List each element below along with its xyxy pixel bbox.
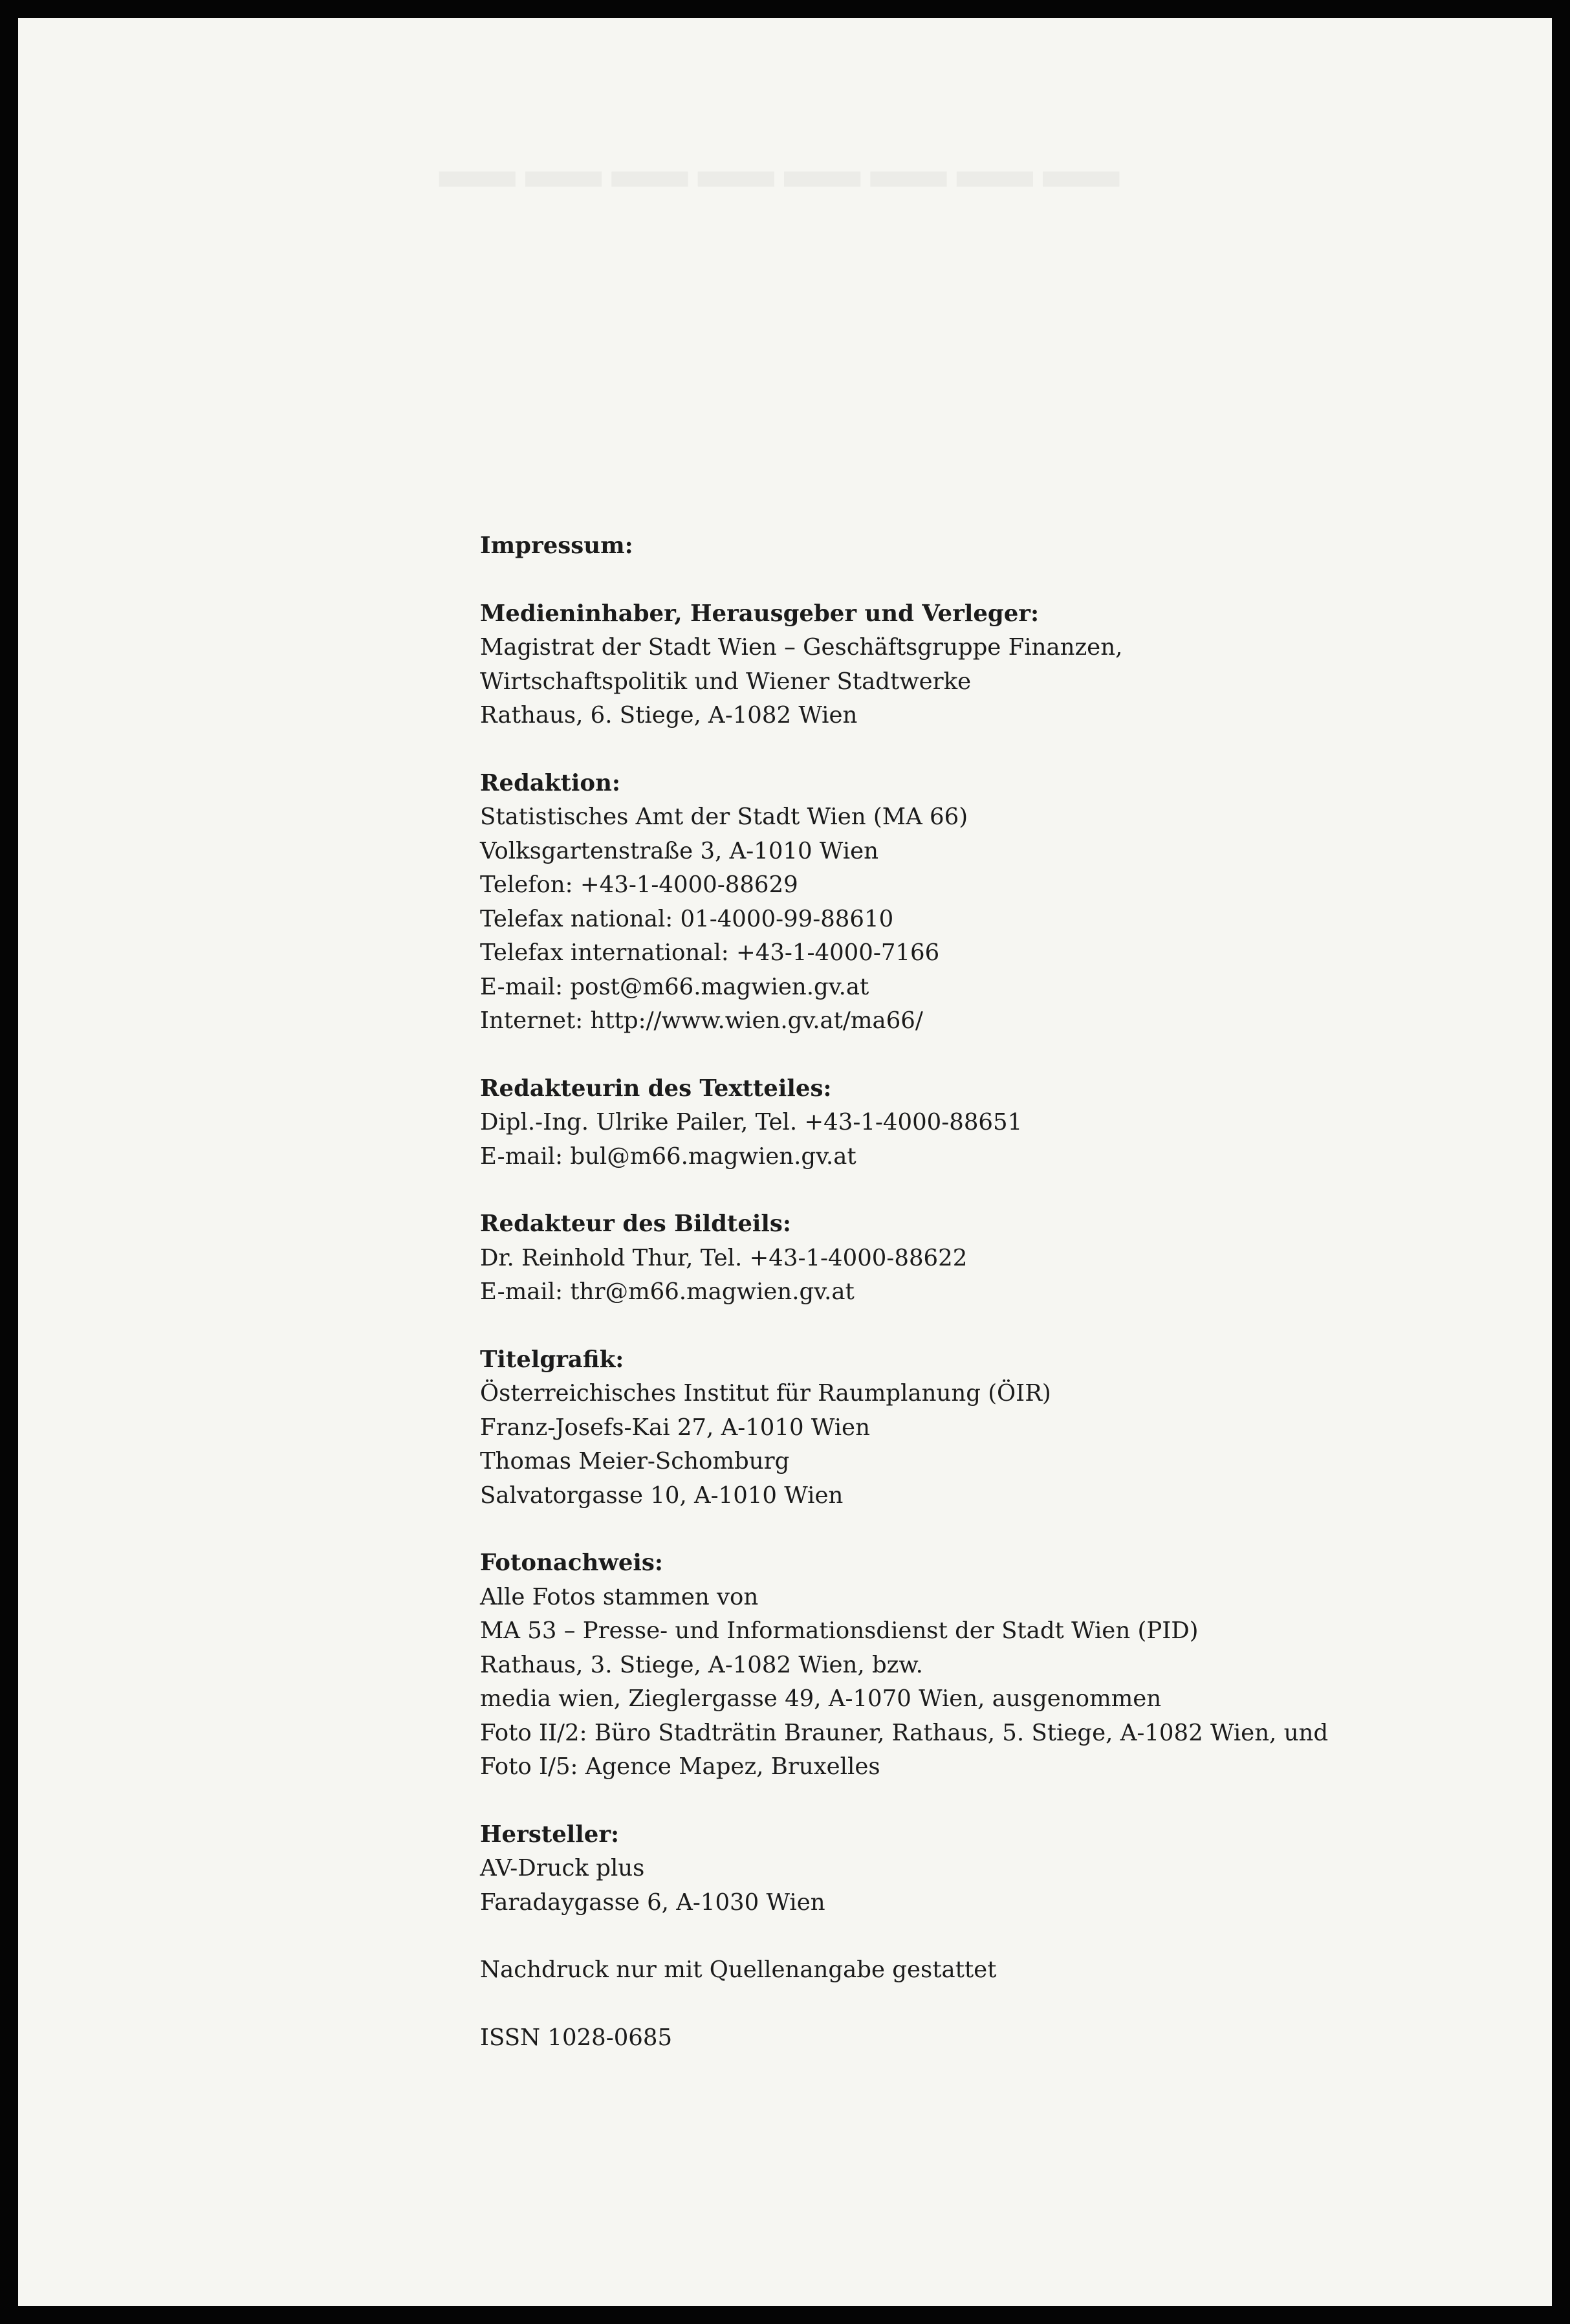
show-through-decoration: ▔▔▔▔▔▔▔▔ [440,177,1130,284]
section-line: Telefax international: +43-1-4000-7166 [480,939,940,966]
section-line: Thomas Meier-Schomburg [480,1448,790,1474]
section-line: Telefax national: 01-4000-99-88610 [480,905,894,932]
section-line: Wirtschaftspolitik und Wiener Stadtwerke [480,668,972,695]
section-printer [480,1818,1515,1920]
section-line: Franz-Josefs-Kai 27, A-1010 Wien [480,1414,870,1441]
section-line: Alle Fotos stammen von [480,1583,759,1610]
issn-number: ISSN 1028-0685 [480,2024,673,2051]
section-line: Volksgartenstraße 3, A-1010 Wien [480,837,878,864]
section-line: MA 53 – Presse- und Informationsdienst der Stadt Wien (PID) [480,1617,1199,1644]
section-line: E-mail: thr@m66.magwien.gv.at [480,1278,855,1305]
section-title-graphic [480,1343,1515,1513]
document-page [18,18,1552,2306]
impressum-block [480,529,1515,2088]
section-heading: Redakteur des Bildteils: [480,1211,791,1237]
section-line: media wien, Zieglergasse 49, A-1070 Wien, ausgenommen [480,1685,1162,1712]
section-line: Foto II/2: Büro Stadträtin Brauner, Rathaus, 5. Stiege, A-1082 Wien, und [480,1719,1329,1746]
section-heading: Redaktion: [480,769,620,796]
section-heading: Medieninhaber, Herausgeber und Verleger: [480,600,1040,627]
section-line: Statistisches Amt der Stadt Wien (MA 66) [480,804,968,830]
section-line: Österreichisches Institut für Raumplanung (ÖIR) [480,1380,1051,1407]
section-text-editor [480,1072,1515,1174]
section-line: Rathaus, 3. Stiege, A-1082 Wien, bzw. [480,1651,923,1678]
section-heading: Hersteller: [480,1821,620,1848]
section-line: E-mail: post@m66.magwien.gv.at [480,973,869,1000]
section-heading: Fotonachweis: [480,1550,663,1576]
section-line: Telefon: +43-1-4000-88629 [480,872,798,898]
section-line: Faradaygasse 6, A-1030 Wien [480,1889,825,1916]
impressum-title: Impressum: [480,532,633,559]
section-line: Magistrat der Stadt Wien – Geschäftsgruppe Finanzen, [480,634,1123,661]
section-editorial [480,767,1515,1038]
section-image-editor [480,1207,1515,1310]
section-publisher [480,597,1515,733]
section-line: Internet: http://www.wien.gv.at/ma66/ [480,1007,923,1034]
section-line: Rathaus, 6. Stiege, A-1082 Wien [480,702,858,729]
section-line: Foto I/5: Agence Mapez, Bruxelles [480,1753,880,1780]
section-photo-credits [480,1546,1515,1784]
section-heading: Titelgrafik: [480,1346,624,1373]
section-line: Dipl.-Ing. Ulrike Pailer, Tel. +43-1-4000-88651 [480,1109,1023,1135]
reprint-note: Nachdruck nur mit Quellenangabe gestattet [480,1957,997,1983]
section-heading: Redakteurin des Textteiles: [480,1075,832,1102]
section-line: AV-Druck plus [480,1855,645,1881]
section-line: Dr. Reinhold Thur, Tel. +43-1-4000-88622 [480,1244,968,1271]
section-line: E-mail: bul@m66.magwien.gv.at [480,1143,856,1170]
section-line: Salvatorgasse 10, A-1010 Wien [480,1482,844,1509]
